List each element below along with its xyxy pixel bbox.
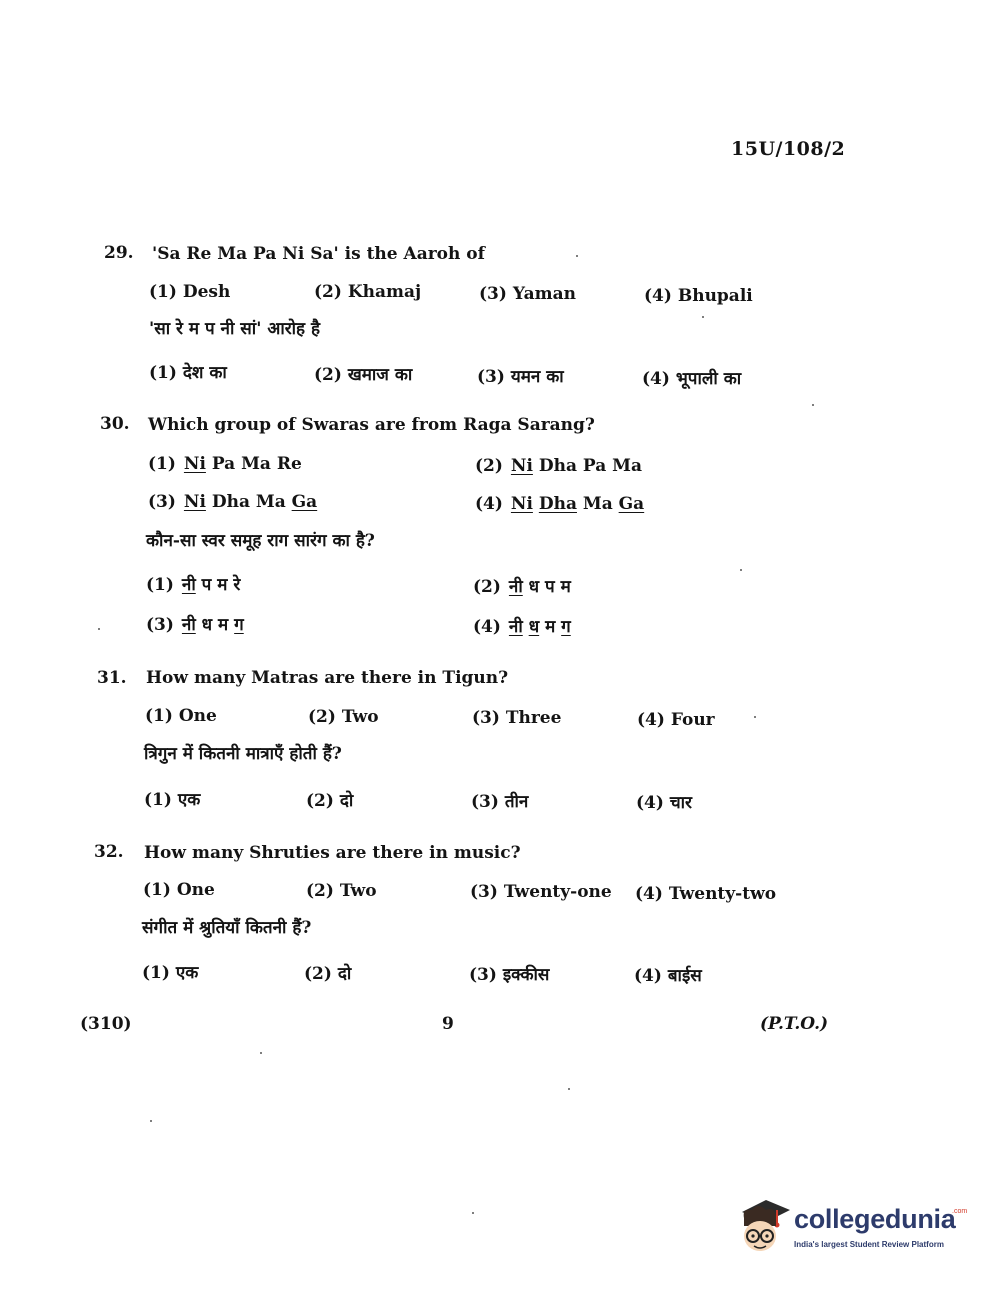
hindi-question-text: त्रिगुन में कितनी मात्राएँ होती हैं? bbox=[144, 744, 342, 764]
logo-suffix: .com bbox=[952, 1208, 968, 1215]
option-number: (4) bbox=[475, 494, 503, 514]
option-1 bbox=[148, 454, 302, 474]
underlined-swara: Ni bbox=[510, 494, 533, 514]
option-number: (3) bbox=[146, 615, 174, 635]
option-3: (3) Twenty-one bbox=[470, 882, 612, 902]
question-text: 'Sa Re Ma Pa Ni Sa' is the Aaroh of bbox=[152, 244, 485, 264]
hindi-question-text: 'सा रे म प नी सां' आरोह है bbox=[149, 319, 321, 339]
scan-speck bbox=[812, 404, 814, 406]
hindi-option-2 bbox=[473, 574, 571, 597]
option-1: (1) One bbox=[145, 706, 217, 726]
hindi-question-text: संगीत में श्रुतियाँ कितनी हैं? bbox=[142, 918, 312, 938]
question-text: How many Matras are there in Tigun? bbox=[146, 668, 509, 688]
option-3: (3) Yaman bbox=[479, 284, 577, 304]
logo-wordmark: collegedunia bbox=[794, 1204, 956, 1234]
hindi-question-text: कौन-सा स्वर समूह राग सारंग का है? bbox=[146, 531, 375, 551]
hindi-option-4: (4) बाईस bbox=[634, 966, 702, 986]
question-number: 32. bbox=[94, 842, 124, 862]
hindi-option-4: (4) भूपाली का bbox=[642, 369, 742, 389]
underlined-swara: Ga bbox=[291, 492, 318, 512]
underlined-swara: नी bbox=[508, 577, 523, 597]
scan-speck bbox=[754, 716, 756, 718]
collegedunia-logo bbox=[736, 1196, 966, 1260]
option-4: (4) Bhupali bbox=[644, 286, 753, 306]
underlined-swara: Dha bbox=[538, 494, 577, 514]
option-number: (2) bbox=[473, 577, 501, 597]
swara-text: Ma bbox=[576, 494, 619, 514]
hindi-option-3: (3) तीन bbox=[471, 792, 529, 812]
hindi-option-1: (1) एक bbox=[144, 790, 201, 810]
underlined-swara: Ni bbox=[510, 456, 533, 476]
footer-code: (310) bbox=[80, 1014, 132, 1034]
underlined-swara: ध bbox=[528, 617, 540, 637]
option-2 bbox=[475, 456, 642, 476]
underlined-swara: नी bbox=[181, 615, 196, 635]
hindi-option-3: (3) इक्कीस bbox=[469, 965, 550, 985]
swara-text: ध प म bbox=[522, 577, 571, 597]
scan-speck bbox=[576, 255, 578, 257]
logo-tagline: India's largest Student Review Platform bbox=[794, 1240, 944, 1249]
option-1: (1) Desh bbox=[149, 282, 231, 302]
question-number: 30. bbox=[100, 414, 130, 434]
pto-label: (P.T.O.) bbox=[760, 1014, 829, 1034]
swara-text: Pa Ma Re bbox=[205, 454, 302, 474]
underlined-swara: Ga bbox=[618, 494, 645, 514]
scan-speck bbox=[472, 1212, 474, 1214]
option-1: (1) One bbox=[143, 880, 215, 900]
option-2: (2) Khamaj bbox=[314, 282, 422, 302]
scan-speck bbox=[98, 628, 100, 630]
option-3: (3) Three bbox=[472, 708, 562, 728]
paper-code: 15U/108/2 bbox=[731, 138, 846, 160]
swara-text: ध म bbox=[195, 615, 235, 635]
underlined-swara: नी bbox=[508, 617, 523, 637]
scan-speck bbox=[260, 1052, 262, 1054]
question-number: 31. bbox=[97, 668, 127, 688]
option-4: (4) Twenty-two bbox=[635, 884, 777, 904]
hindi-option-2: (2) दो bbox=[306, 791, 354, 811]
option-number: (4) bbox=[473, 617, 501, 637]
underlined-swara: Ni bbox=[183, 454, 206, 474]
hindi-option-1 bbox=[146, 572, 240, 595]
option-4: (4) Four bbox=[637, 710, 715, 730]
swara-text: Dha Pa Ma bbox=[532, 456, 642, 476]
underlined-swara: Ni bbox=[183, 492, 206, 512]
question-text: Which group of Swaras are from Raga Sarang? bbox=[148, 415, 595, 435]
hindi-option-2: (2) दो bbox=[304, 964, 352, 984]
question-text: How many Shruties are there in music? bbox=[144, 843, 521, 863]
underlined-swara: ग bbox=[234, 615, 244, 635]
hindi-option-4 bbox=[473, 614, 571, 637]
option-4 bbox=[475, 494, 644, 514]
scan-speck bbox=[150, 1120, 152, 1122]
hindi-option-4: (4) चार bbox=[636, 793, 692, 813]
mascot-icon bbox=[736, 1196, 792, 1256]
hindi-option-3 bbox=[146, 612, 244, 635]
scan-speck bbox=[702, 316, 704, 318]
option-number: (3) bbox=[148, 492, 176, 512]
hindi-option-2: (2) खमाज का bbox=[314, 365, 413, 385]
swara-text: Dha Ma bbox=[205, 492, 292, 512]
question-number: 29. bbox=[104, 243, 134, 263]
scan-speck bbox=[740, 569, 742, 571]
page-number: 9 bbox=[442, 1014, 454, 1034]
hindi-option-3: (3) यमन का bbox=[477, 367, 564, 387]
hindi-option-1: (1) देश का bbox=[149, 363, 227, 383]
underlined-swara: ग bbox=[561, 617, 571, 637]
option-number: (2) bbox=[475, 456, 503, 476]
option-2: (2) Two bbox=[308, 707, 379, 727]
option-3 bbox=[148, 492, 317, 512]
option-number: (1) bbox=[146, 575, 174, 595]
underlined-swara: नी bbox=[181, 575, 196, 595]
swara-text: म bbox=[539, 617, 562, 637]
option-2: (2) Two bbox=[306, 881, 377, 901]
scan-speck bbox=[568, 1088, 570, 1090]
option-number: (1) bbox=[148, 454, 176, 474]
swara-text: प म रे bbox=[195, 575, 241, 595]
hindi-option-1: (1) एक bbox=[142, 963, 199, 983]
